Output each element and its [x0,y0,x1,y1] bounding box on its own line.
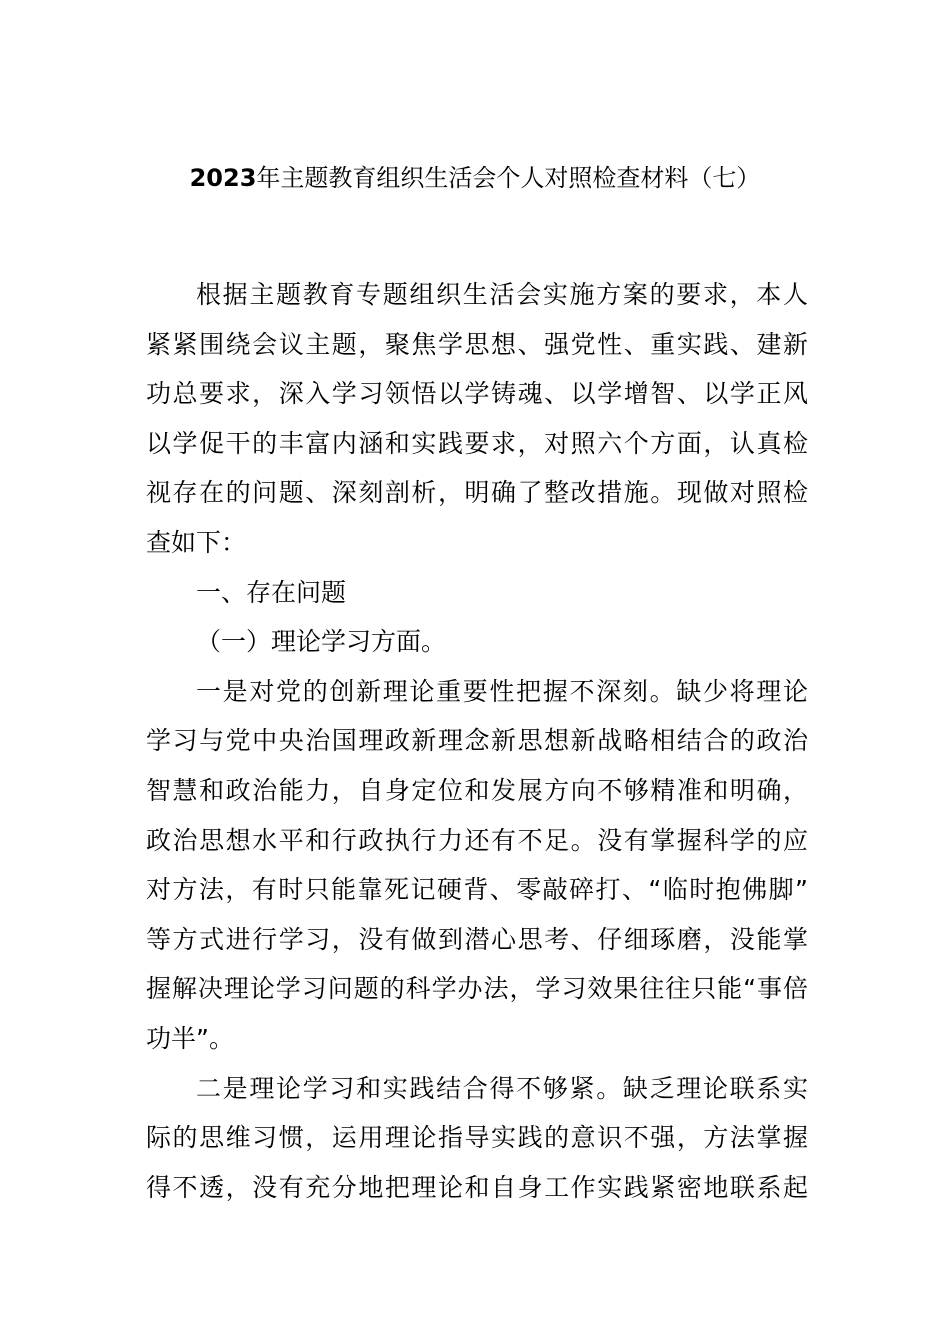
text-line: 视存在的问题、深刻剖析，明确了整改措施。现做对照检 [146,478,808,508]
title-text: 年主题教育组织生活会个人对照检查材料（七） [256,164,761,192]
text-line: 得不透，没有充分地把理论和自身工作实践紧密地联系起 [146,1172,808,1202]
text-line: 握解决理论学习问题的科学办法，学习效果往往只能“事倍 [146,974,808,1004]
text-line: 一是对党的创新理论重要性把握不深刻。缺少将理论 [196,676,808,706]
text-line: 根据主题教育专题组织生活会实施方案的要求，本人 [196,280,808,309]
text-line: 政治思想水平和行政执行力还有不足。没有掌握科学的应 [146,825,808,855]
text-line: 对方法，有时只能靠死记硬背、零敲碎打、“临时抱佛脚” [146,875,808,905]
text-line: 查如下： [146,527,247,557]
text-line: 功总要求，深入学习领悟以学铸魂、以学增智、以学正风 [146,379,808,409]
text-line: 二是理论学习和实践结合得不够紧。缺乏理论联系实 [196,1073,808,1103]
text-line: 际的思维习惯，运用理论指导实践的意识不强，方法掌握 [146,1123,808,1153]
text-line: 功半”。 [146,1023,234,1053]
document-body [146,270,808,1212]
text-line: 一、存在问题 [196,577,347,607]
title-year: 2023 [189,164,257,192]
text-line: 以学促干的丰富内涵和实践要求，对照六个方面，认真检 [146,428,808,458]
text-line: 学习与党中央治国理政新理念新思想新战略相结合的政治 [146,726,808,756]
text-line: 等方式进行学习，没有做到潜心思考、仔细琢磨，没能掌 [146,924,808,954]
text-line: （一）理论学习方面。 [196,627,447,657]
text-line: 紧紧围绕会议主题，聚焦学思想、强党性、重实践、建新 [146,329,808,359]
document-title [0,160,950,196]
text-line: 智慧和政治能力，自身定位和发展方向不够精准和明确， [146,775,808,805]
